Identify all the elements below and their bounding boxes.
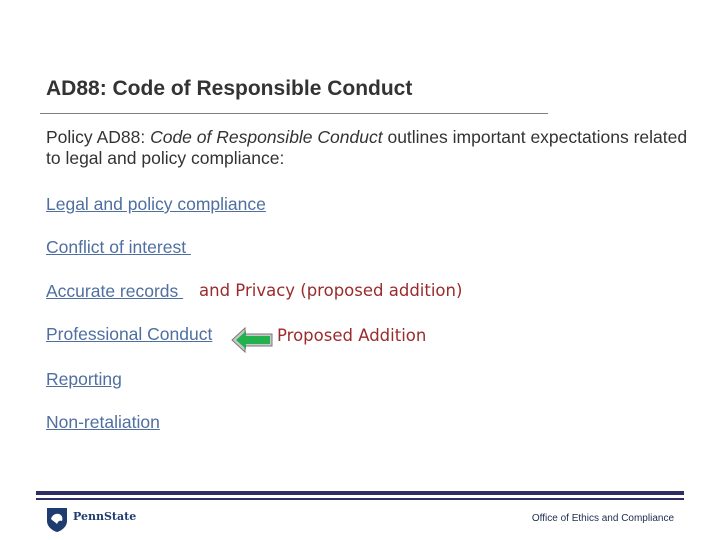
- left-arrow-icon: [231, 327, 273, 353]
- link-conflict-of-interest[interactable]: Conflict of interest: [46, 237, 191, 257]
- pennstate-logo: [46, 507, 136, 533]
- link-legal-and-policy-compliance[interactable]: Legal and policy compliance: [46, 194, 266, 214]
- logo-wordmark: PennState: [73, 510, 137, 523]
- slide-title: AD88: Code of Responsible Conduct: [46, 77, 413, 100]
- office-name: Office of Ethics and Compliance: [531, 513, 674, 524]
- footer-rule-thin: [36, 498, 684, 500]
- proposed-addition-note: Proposed Addition: [277, 326, 427, 345]
- footer-rule-thick: [36, 491, 684, 495]
- intro-paragraph: [46, 127, 696, 169]
- intro-suffix: outlines important expectations related to legal and policy compliance:: [46, 127, 688, 168]
- title-divider: [40, 113, 548, 114]
- intro-policy-name: Code of Responsible Conduct: [150, 127, 383, 147]
- link-non-retaliation[interactable]: Non-retaliation: [46, 412, 160, 432]
- link-reporting[interactable]: Reporting: [46, 369, 122, 389]
- privacy-addition-note: and Privacy (proposed addition): [199, 281, 463, 300]
- intro-prefix: Policy AD88:: [46, 127, 151, 147]
- link-professional-conduct[interactable]: Professional Conduct: [46, 324, 213, 344]
- shield-icon: [46, 507, 68, 533]
- link-accurate-records[interactable]: Accurate records: [46, 281, 184, 301]
